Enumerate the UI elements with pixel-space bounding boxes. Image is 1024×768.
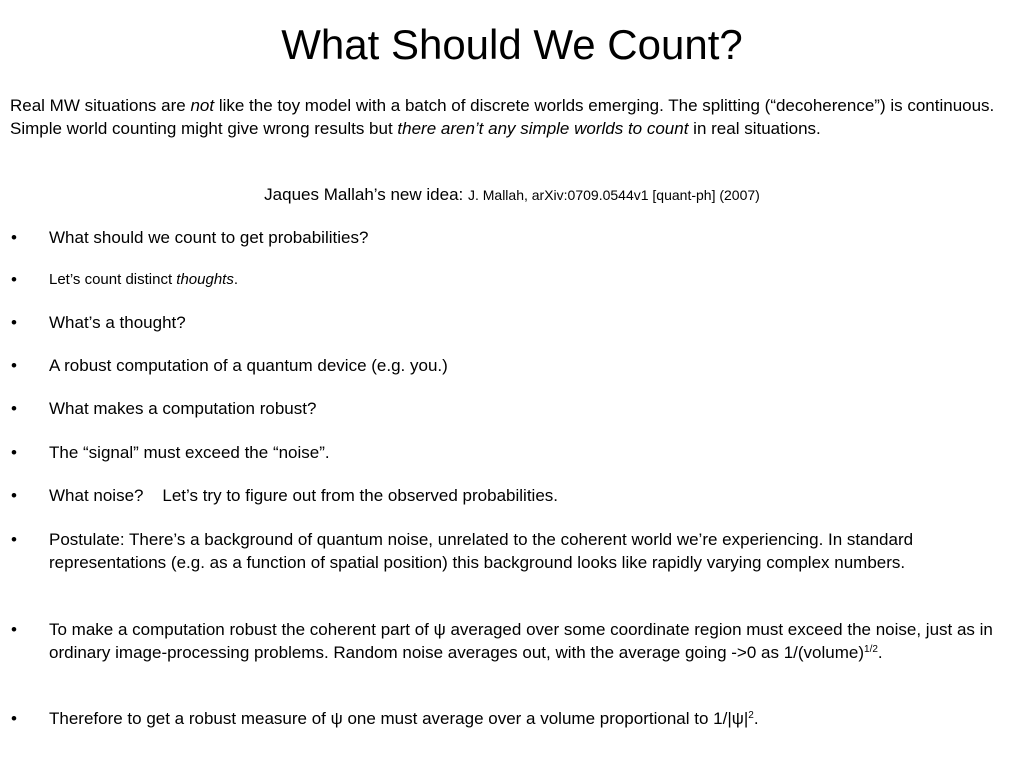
attribution-line — [0, 183, 1024, 207]
bullet-dot: • — [11, 530, 17, 549]
bullet-text-part: Let’s count distinct — [49, 271, 177, 288]
bullet-superscript: 1/2 — [864, 644, 878, 655]
intro-emphasis-no-worlds: there aren’t any simple worlds to count — [397, 119, 689, 138]
bullet-dot: • — [11, 270, 17, 289]
slide-title: What Should We Count? — [281, 21, 743, 68]
attribution-reference: J. Mallah, arXiv:0709.0544v1 [quant-ph] (2007) — [467, 187, 760, 203]
intro-paragraph — [10, 94, 1010, 140]
intro-emphasis-not: not — [190, 96, 215, 115]
bullet-text — [49, 707, 1004, 730]
bullet-emphasis-thoughts: thoughts — [176, 271, 234, 288]
bullet-text: A robust computation of a quantum device (e.g. you.) — [49, 356, 448, 375]
attribution-lead: Jaques Mallah’s new idea: — [264, 185, 468, 204]
bullet-dot: • — [11, 486, 17, 505]
bullet-dot: • — [11, 443, 17, 462]
bullet-dot: • — [11, 228, 17, 247]
bullet-text-part: To make a computation robust the coherent part of ψ averaged over some coordinate region must exceed the noise, just as in ordinary image-processing problems. Random noise averages out, with the average going ->0 as 1/(volume) — [49, 620, 993, 662]
bullet-text-part: . — [233, 271, 239, 288]
bullet-superscript: 2 — [748, 710, 754, 721]
bullet-dot: • — [11, 399, 17, 418]
bullet-dot: • — [11, 356, 17, 375]
bullet-dot: • — [11, 313, 17, 332]
bullet-text-part: . — [877, 643, 883, 662]
bullet-dot: • — [11, 709, 17, 728]
bullet-text: The “signal” must exceed the “noise”. — [49, 443, 330, 462]
bullet-text-part: Therefore to get a robust measure of ψ one must average over a volume proportional to 1/|ψ| — [49, 709, 749, 728]
bullet-dot: • — [11, 620, 17, 639]
bullet-text: Postulate: There’s a background of quantum noise, unrelated to the coherent world we’re experiencing. In standard representations (e.g. as a function of spatial position) this background looks like rapidly varying complex numbers. — [49, 530, 914, 572]
bullet-text — [49, 618, 1004, 664]
bullet-text: What makes a computation robust? — [49, 399, 317, 418]
bullet-text: What should we count to get probabilities? — [49, 228, 369, 247]
intro-text-3: in real situations. — [688, 119, 821, 138]
bullet-text: What’s a thought? — [49, 313, 186, 332]
bullet-text — [49, 268, 1004, 291]
bullet-text-part: . — [753, 709, 759, 728]
bullet-text: What noise? Let’s try to figure out from the observed probabilities. — [49, 486, 559, 505]
intro-text-1: Real MW situations are — [10, 96, 191, 115]
intro-text-2: like the toy model with a batch of discrete worlds emerging. The splitting (“decoherence”) is continuous. Simple world counting might give wrong results but — [10, 96, 995, 138]
